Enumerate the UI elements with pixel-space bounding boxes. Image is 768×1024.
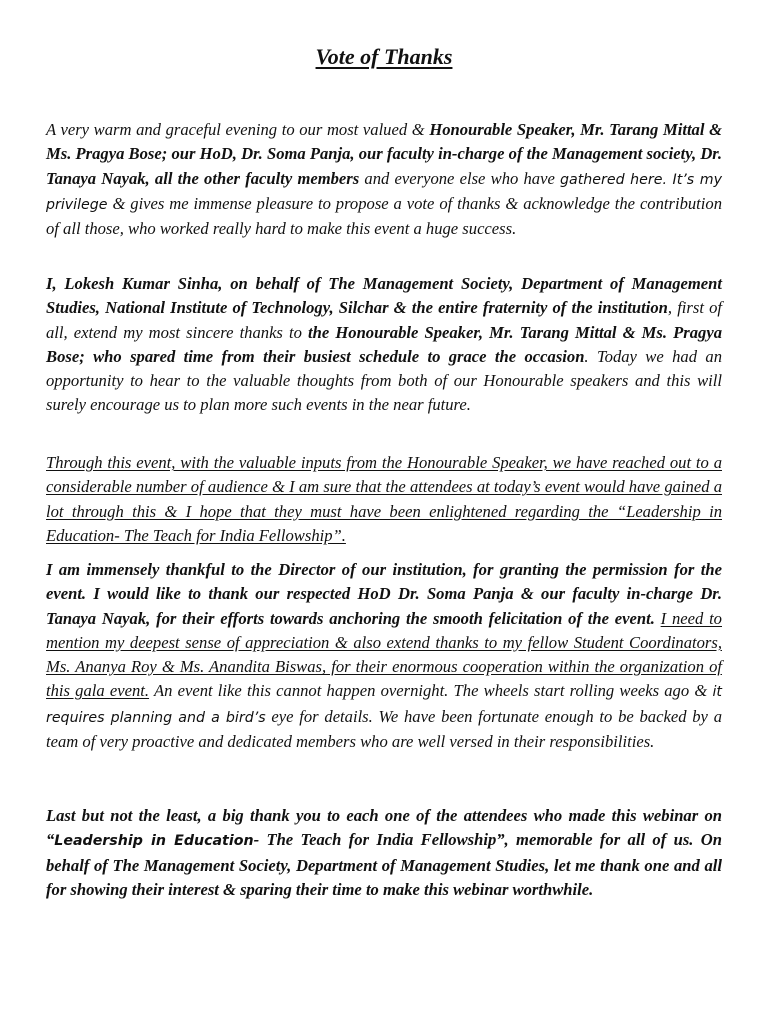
paragraph-text: . Today we had an opportunity to hear to the valuable thoughts from both of our Honourable speakers and this will surely encourage us to plan more such events in the near future.: [46, 346, 722, 415]
paragraph-bold-text: Honourable Speaker, Mr. Tarang Mittal & Ms. Pragya Bose; our HoD, Dr. Soma Panja, our faculty in-charge of the Management society, Dr. Tanaya Nayak, all the other faculty members: [46, 120, 722, 188]
paragraph-text: A very warm and graceful evening to our most valued &: [46, 120, 430, 139]
paragraph-text: Last but not the least, a big thank you to each one of the attendees who made this webinar on “: [46, 806, 722, 850]
paragraph-closing: [46, 804, 722, 902]
paragraph-event-outcome: [46, 451, 722, 548]
paragraph-text: An event like this cannot happen overnight. The wheels start rolling weeks ago &: [149, 681, 713, 701]
paragraph-thanks-speakers: [46, 272, 722, 418]
paragraph-bold-text: I, Lokesh Kumar Sinha, on behalf of The Management Society, Department of Management Studies, National Institute of Technology, Silchar & the entire fraternity of the institution: [46, 274, 722, 318]
document-title: Vote of Thanks: [315, 44, 453, 69]
paragraph-welcome: [46, 118, 722, 241]
paragraph-text: , first of all, extend my most sincere thanks to: [46, 298, 722, 342]
paragraph-underlined-text: Through this event, with the valuable inputs from the Honourable Speaker, we have reached out to a considerable number of audience & I am sure that the attendees at today’s event would have gained a lot through this & I hope that they must have been enlightened regarding the “Leadership in Education- The Teach for India Fellowship”.: [46, 453, 722, 545]
paragraph-underlined-text: I need to mention my deepest sense of appreciation & also extend thanks to my fellow Student Coordinators, Ms. Ananya Roy & Ms. Anandita Biswas, for their enormous cooperation within the organization of this gala event.: [46, 608, 722, 701]
paragraph-text: & gives me immense pleasure to propose a vote of thanks & acknowledge the contribution of all those, who worked really hard to make this event a huge success.: [46, 193, 722, 239]
paragraph-sans-text: gathered here. It’s my privilege: [46, 171, 722, 213]
paragraph-bold-text: the Honourable Speaker, Mr. Tarang Mittal & Ms. Pragya Bose; who spared time from their busiest schedule to grace the occasion: [46, 322, 722, 366]
paragraph-bold-text: I am immensely thankful to the Director of our institution, for granting the permission for the event. I would like to thank our respected HoD Dr. Soma Panja & our faculty in-charge Dr. Tanaya Nayak, for their efforts towards anchoring the smooth felicitation of the event.: [46, 560, 722, 628]
paragraph-sans-text: Leadership in Education: [54, 833, 254, 850]
paragraph-sans-text: it requires planning and a bird’s: [46, 684, 722, 726]
paragraph-acknowledgements: [46, 558, 722, 754]
paragraph-text: and everyone else who have: [359, 168, 561, 188]
paragraph-text: eye for details. We have been fortunate enough to be backed by a team of very proactive and dedicated members who are well versed in their responsibilities.: [46, 706, 722, 752]
paragraph-text: - The Teach for India Fellowship”, memorable for all of us. On behalf of The Management Society, Department of Management Studies, let me thank one and all for showing their interest & sparing their time to make this webinar worthwhile.: [46, 830, 723, 899]
